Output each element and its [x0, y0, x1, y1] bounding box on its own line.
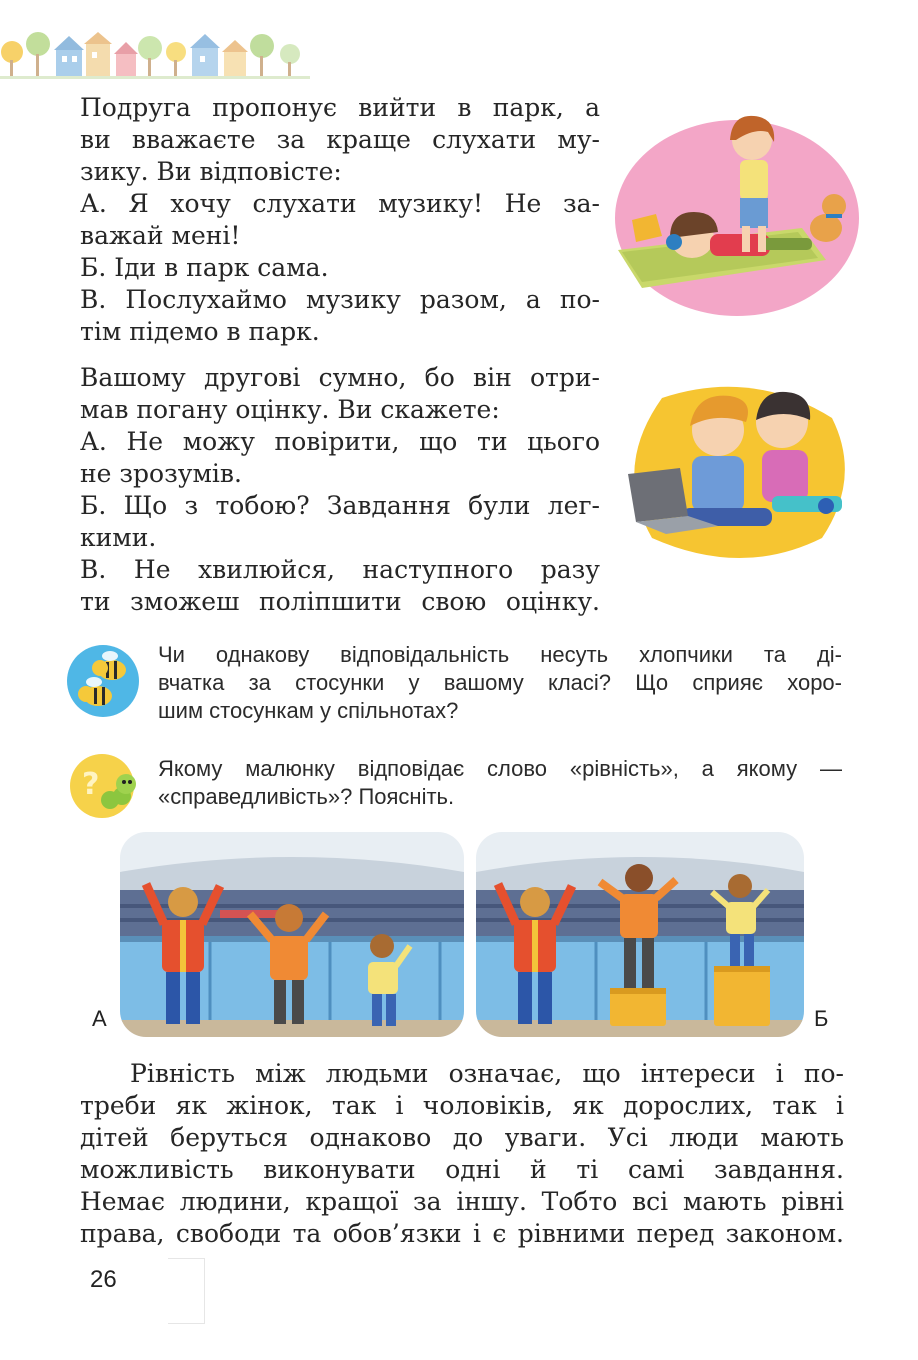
question-1-line: шим стосункам у спільнотах? [158, 698, 459, 723]
header-houses-decoration [0, 22, 310, 80]
paragraph-line: можливість виконувати одні й ті самі завдання. [80, 1155, 844, 1184]
question-2-text [158, 755, 842, 811]
question-1-text [158, 641, 842, 725]
scenario-1-line: зику. Ви відповісте: [80, 157, 342, 186]
scenario-1-line: ви вважаєте за краще слухати му- [80, 125, 600, 154]
paragraph-line: треби як жінок, так і чоловіків, як дорослих, так і [80, 1091, 844, 1120]
question-caterpillar-icon [64, 752, 142, 820]
figure-label-b: Б [814, 1006, 829, 1031]
paragraph-line: права, свободи та обов’язки і є рівними перед законом. [80, 1219, 844, 1248]
scenario-2-line: ти зможеш поліпшити свою оцінку. [80, 587, 600, 616]
scenario-2-option-c: В. Не хвилюйся, наступного разу [80, 555, 600, 584]
scenario-2-line: мав погану оцінку. Ви скажете: [80, 395, 500, 424]
question-1-line: Чи однакову відповідальність несуть хлопчики та ді- [158, 642, 842, 667]
figure-panel-b [476, 832, 804, 1037]
scenario-2-option-b: Б. Що з тобою? Завдання були лег- [80, 491, 600, 520]
paragraph-line: дітей беруться однаково до уваги. Усі люди мають [80, 1123, 844, 1152]
scenario-2-line: не зрозумів. [80, 459, 242, 488]
scenario-2-line: кими. [80, 523, 157, 552]
scenario-2-line: Вашому другові сумно, бо він отри- [80, 363, 600, 392]
scenario-1-text [80, 92, 600, 348]
scenario-1-option-c: В. Послухаймо музику разом, а по- [80, 285, 600, 314]
question-2-line: «справедливість»? Поясніть. [158, 784, 455, 809]
scenario-1-line: тім підемо в парк. [80, 317, 320, 346]
svg-text:?: ? [82, 767, 100, 802]
scenario-2-text [80, 362, 600, 618]
bees-icon [64, 642, 142, 720]
figure-panel-a [120, 832, 464, 1037]
figure-label-a: А [92, 1006, 107, 1031]
scenario-1-option-b: Б. Іди в парк сама. [80, 253, 329, 282]
question-1-line: вчатка за стосунки у вашому класі? Що сприяє хоро- [158, 670, 842, 695]
paragraph-line: Немає людини, кращої за іншу. Тобто всі мають рівні [80, 1187, 844, 1216]
page-corner-box [168, 1258, 205, 1324]
boys-with-laptop-icon [622, 378, 854, 568]
girl-with-headphones-icon [612, 110, 864, 320]
page-number: 26 [90, 1266, 117, 1293]
scenario-1-option-a: А. Я хочу слухати музику! Не за- [80, 189, 600, 218]
scenario-1-line: важай мені! [80, 221, 241, 250]
equality-paragraph [80, 1058, 844, 1250]
paragraph-line: Рівність між людьми означає, що інтереси і по- [130, 1059, 844, 1088]
scenario-2-option-a: А. Не можу повірити, що ти цього [80, 427, 600, 456]
scenario-1-line: Подруга пропонує вийти в парк, а [80, 93, 600, 122]
question-2-line: Якому малюнку відповідає слово «рівність», а якому — [158, 756, 842, 781]
